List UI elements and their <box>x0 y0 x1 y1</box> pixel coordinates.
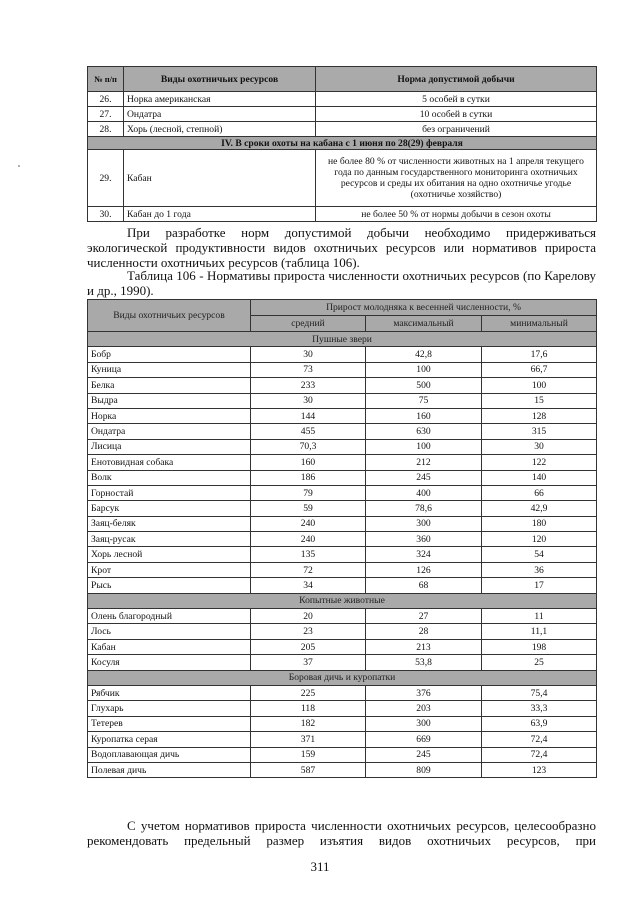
avg-cell: 186 <box>251 470 366 485</box>
max-cell: 360 <box>366 532 482 547</box>
species-cell: Выдра <box>88 393 251 408</box>
species-cell: Глухарь <box>88 701 251 716</box>
max-cell: 27 <box>366 609 482 624</box>
row-name: Кабан <box>124 150 316 207</box>
max-cell: 809 <box>366 762 482 777</box>
max-cell: 669 <box>366 732 482 747</box>
table-row <box>88 624 597 639</box>
avg-cell: 135 <box>251 547 366 562</box>
max-cell: 28 <box>366 624 482 639</box>
avg-cell: 240 <box>251 532 366 547</box>
section-row <box>88 670 597 685</box>
avg-cell: 233 <box>251 378 366 393</box>
max-cell: 245 <box>366 747 482 762</box>
species-cell: Рысь <box>88 578 251 593</box>
species-cell: Рябчик <box>88 685 251 700</box>
section-title: IV. В сроки охоты на кабана с 1 июня по 28(29) февраля <box>88 137 597 150</box>
species-cell: Ондатра <box>88 424 251 439</box>
max-cell: 160 <box>366 408 482 423</box>
table-row <box>88 378 597 393</box>
table-row <box>88 207 597 222</box>
hunting-norms-table <box>87 66 597 222</box>
min-cell: 100 <box>482 378 597 393</box>
table-row <box>88 485 597 500</box>
max-cell: 376 <box>366 685 482 700</box>
table-row <box>88 578 597 593</box>
table-row <box>88 424 597 439</box>
min-cell: 180 <box>482 516 597 531</box>
table-row <box>88 439 597 454</box>
row-name: Хорь (лесной, степной) <box>124 122 316 137</box>
min-cell: 120 <box>482 532 597 547</box>
species-cell: Лось <box>88 624 251 639</box>
avg-cell: 59 <box>251 501 366 516</box>
row-num: 29. <box>88 150 124 207</box>
max-cell: 500 <box>366 378 482 393</box>
max-cell: 100 <box>366 439 482 454</box>
species-cell: Косуля <box>88 655 251 670</box>
min-cell: 122 <box>482 455 597 470</box>
header-max: максимальный <box>366 316 482 332</box>
species-cell: Заяц-русак <box>88 532 251 547</box>
row-norm: не более 50 % от нормы добычи в сезон охоты <box>316 207 597 222</box>
table-row <box>88 732 597 747</box>
row-norm: без ограничений <box>316 122 597 137</box>
table-header-row <box>88 67 597 92</box>
species-cell: Енотовидная собака <box>88 455 251 470</box>
min-cell: 11 <box>482 609 597 624</box>
avg-cell: 23 <box>251 624 366 639</box>
max-cell: 245 <box>366 470 482 485</box>
table-row <box>88 701 597 716</box>
min-cell: 140 <box>482 470 597 485</box>
body-paragraph: С учетом нормативов прироста численности охотничьих ресурсов, целесообразно рекомендовать предельный размер изъятия видов охотничьих ресурсов, при <box>87 818 596 848</box>
section-row <box>88 593 597 608</box>
header-avg: средний <box>251 316 366 332</box>
section-row <box>88 137 597 150</box>
min-cell: 75,4 <box>482 685 597 700</box>
table-row <box>88 716 597 731</box>
species-cell: Куница <box>88 362 251 377</box>
avg-cell: 455 <box>251 424 366 439</box>
row-num: 27. <box>88 107 124 122</box>
min-cell: 72,4 <box>482 732 597 747</box>
min-cell: 25 <box>482 655 597 670</box>
min-cell: 15 <box>482 393 597 408</box>
species-cell: Лисица <box>88 439 251 454</box>
header-types: Виды охотничьих ресурсов <box>124 67 316 92</box>
avg-cell: 225 <box>251 685 366 700</box>
species-cell: Горностай <box>88 485 251 500</box>
page-number: 311 <box>310 859 330 874</box>
min-cell: 66 <box>482 485 597 500</box>
table-row <box>88 470 597 485</box>
avg-cell: 37 <box>251 655 366 670</box>
avg-cell: 30 <box>251 347 366 362</box>
table-row <box>88 547 597 562</box>
header-group: Прирост молодняка к весенней численности, % <box>251 300 597 316</box>
table-row <box>88 92 597 107</box>
min-cell: 123 <box>482 762 597 777</box>
min-cell: 66,7 <box>482 362 597 377</box>
row-num: 26. <box>88 92 124 107</box>
avg-cell: 182 <box>251 716 366 731</box>
min-cell: 54 <box>482 547 597 562</box>
avg-cell: 205 <box>251 639 366 654</box>
species-cell: Кабан <box>88 639 251 654</box>
table-row <box>88 609 597 624</box>
table-row <box>88 501 597 516</box>
max-cell: 300 <box>366 716 482 731</box>
species-cell: Водоплавающая дичь <box>88 747 251 762</box>
avg-cell: 371 <box>251 732 366 747</box>
min-cell: 72,4 <box>482 747 597 762</box>
row-norm: 5 особей в сутки <box>316 92 597 107</box>
table-row <box>88 393 597 408</box>
growth-norms-table <box>87 299 597 778</box>
species-cell: Тетерев <box>88 716 251 731</box>
header-num: № п/п <box>88 67 124 92</box>
species-cell: Полевая дичь <box>88 762 251 777</box>
max-cell: 630 <box>366 424 482 439</box>
table-row <box>88 685 597 700</box>
max-cell: 126 <box>366 562 482 577</box>
max-cell: 78,6 <box>366 501 482 516</box>
header-norm: Норма допустимой добычи <box>316 67 597 92</box>
avg-cell: 159 <box>251 747 366 762</box>
table-row <box>88 150 597 207</box>
avg-cell: 70,3 <box>251 439 366 454</box>
table-header-row <box>88 300 597 316</box>
max-cell: 203 <box>366 701 482 716</box>
section-title: Боровая дичь и куропатки <box>88 670 597 685</box>
max-cell: 42,8 <box>366 347 482 362</box>
scan-speck <box>18 165 20 167</box>
header-species: Виды охотничьих ресурсов <box>88 300 251 332</box>
row-name: Норка американская <box>124 92 316 107</box>
avg-cell: 587 <box>251 762 366 777</box>
table-row <box>88 655 597 670</box>
min-cell: 63,9 <box>482 716 597 731</box>
table-row <box>88 532 597 547</box>
species-cell: Заяц-беляк <box>88 516 251 531</box>
max-cell: 300 <box>366 516 482 531</box>
table-caption: Таблица 106 - Нормативы прироста численности охотничьих ресурсов (по Карелову и др., 1990). <box>87 268 596 298</box>
row-num: 30. <box>88 207 124 222</box>
avg-cell: 79 <box>251 485 366 500</box>
section-row <box>88 332 597 347</box>
table-row <box>88 122 597 137</box>
table-row <box>88 347 597 362</box>
max-cell: 400 <box>366 485 482 500</box>
avg-cell: 72 <box>251 562 366 577</box>
avg-cell: 144 <box>251 408 366 423</box>
row-norm: не более 80 % от численности животных на 1 апреля текущего года по данным государственного мониторинга охотничьих ресурсов и среды их обитания на одно охотничье угодье (охотничье хозяйство) <box>316 150 597 207</box>
min-cell: 17 <box>482 578 597 593</box>
header-min: минимальный <box>482 316 597 332</box>
section-title: Пушные звери <box>88 332 597 347</box>
max-cell: 213 <box>366 639 482 654</box>
avg-cell: 20 <box>251 609 366 624</box>
species-cell: Куропатка серая <box>88 732 251 747</box>
avg-cell: 30 <box>251 393 366 408</box>
species-cell: Бобр <box>88 347 251 362</box>
min-cell: 315 <box>482 424 597 439</box>
row-name: Кабан до 1 года <box>124 207 316 222</box>
max-cell: 53,8 <box>366 655 482 670</box>
min-cell: 17,6 <box>482 347 597 362</box>
min-cell: 30 <box>482 439 597 454</box>
avg-cell: 73 <box>251 362 366 377</box>
min-cell: 11,1 <box>482 624 597 639</box>
table-row <box>88 562 597 577</box>
growth-table-body <box>88 332 597 778</box>
min-cell: 42,9 <box>482 501 597 516</box>
row-num: 28. <box>88 122 124 137</box>
species-cell: Барсук <box>88 501 251 516</box>
species-cell: Олень благородный <box>88 609 251 624</box>
min-cell: 198 <box>482 639 597 654</box>
max-cell: 68 <box>366 578 482 593</box>
avg-cell: 160 <box>251 455 366 470</box>
row-norm: 10 особей в сутки <box>316 107 597 122</box>
min-cell: 128 <box>482 408 597 423</box>
table-row <box>88 107 597 122</box>
row-name: Ондатра <box>124 107 316 122</box>
species-cell: Крот <box>88 562 251 577</box>
max-cell: 75 <box>366 393 482 408</box>
max-cell: 100 <box>366 362 482 377</box>
max-cell: 324 <box>366 547 482 562</box>
table-row <box>88 516 597 531</box>
avg-cell: 34 <box>251 578 366 593</box>
min-cell: 36 <box>482 562 597 577</box>
max-cell: 212 <box>366 455 482 470</box>
species-cell: Белка <box>88 378 251 393</box>
body-paragraph: При разработке норм допустимой добычи необходимо придерживаться экологической продуктивности видов охотничьих ресурсов или нормативов прироста численности охотничьих ресурсов (таблица 106). <box>87 225 596 270</box>
avg-cell: 240 <box>251 516 366 531</box>
species-cell: Хорь лесной <box>88 547 251 562</box>
table-row <box>88 762 597 777</box>
table-row <box>88 362 597 377</box>
table-row <box>88 747 597 762</box>
species-cell: Норка <box>88 408 251 423</box>
species-cell: Волк <box>88 470 251 485</box>
avg-cell: 118 <box>251 701 366 716</box>
min-cell: 33,3 <box>482 701 597 716</box>
table-row <box>88 455 597 470</box>
table-row <box>88 639 597 654</box>
section-title: Копытные животные <box>88 593 597 608</box>
table-row <box>88 408 597 423</box>
